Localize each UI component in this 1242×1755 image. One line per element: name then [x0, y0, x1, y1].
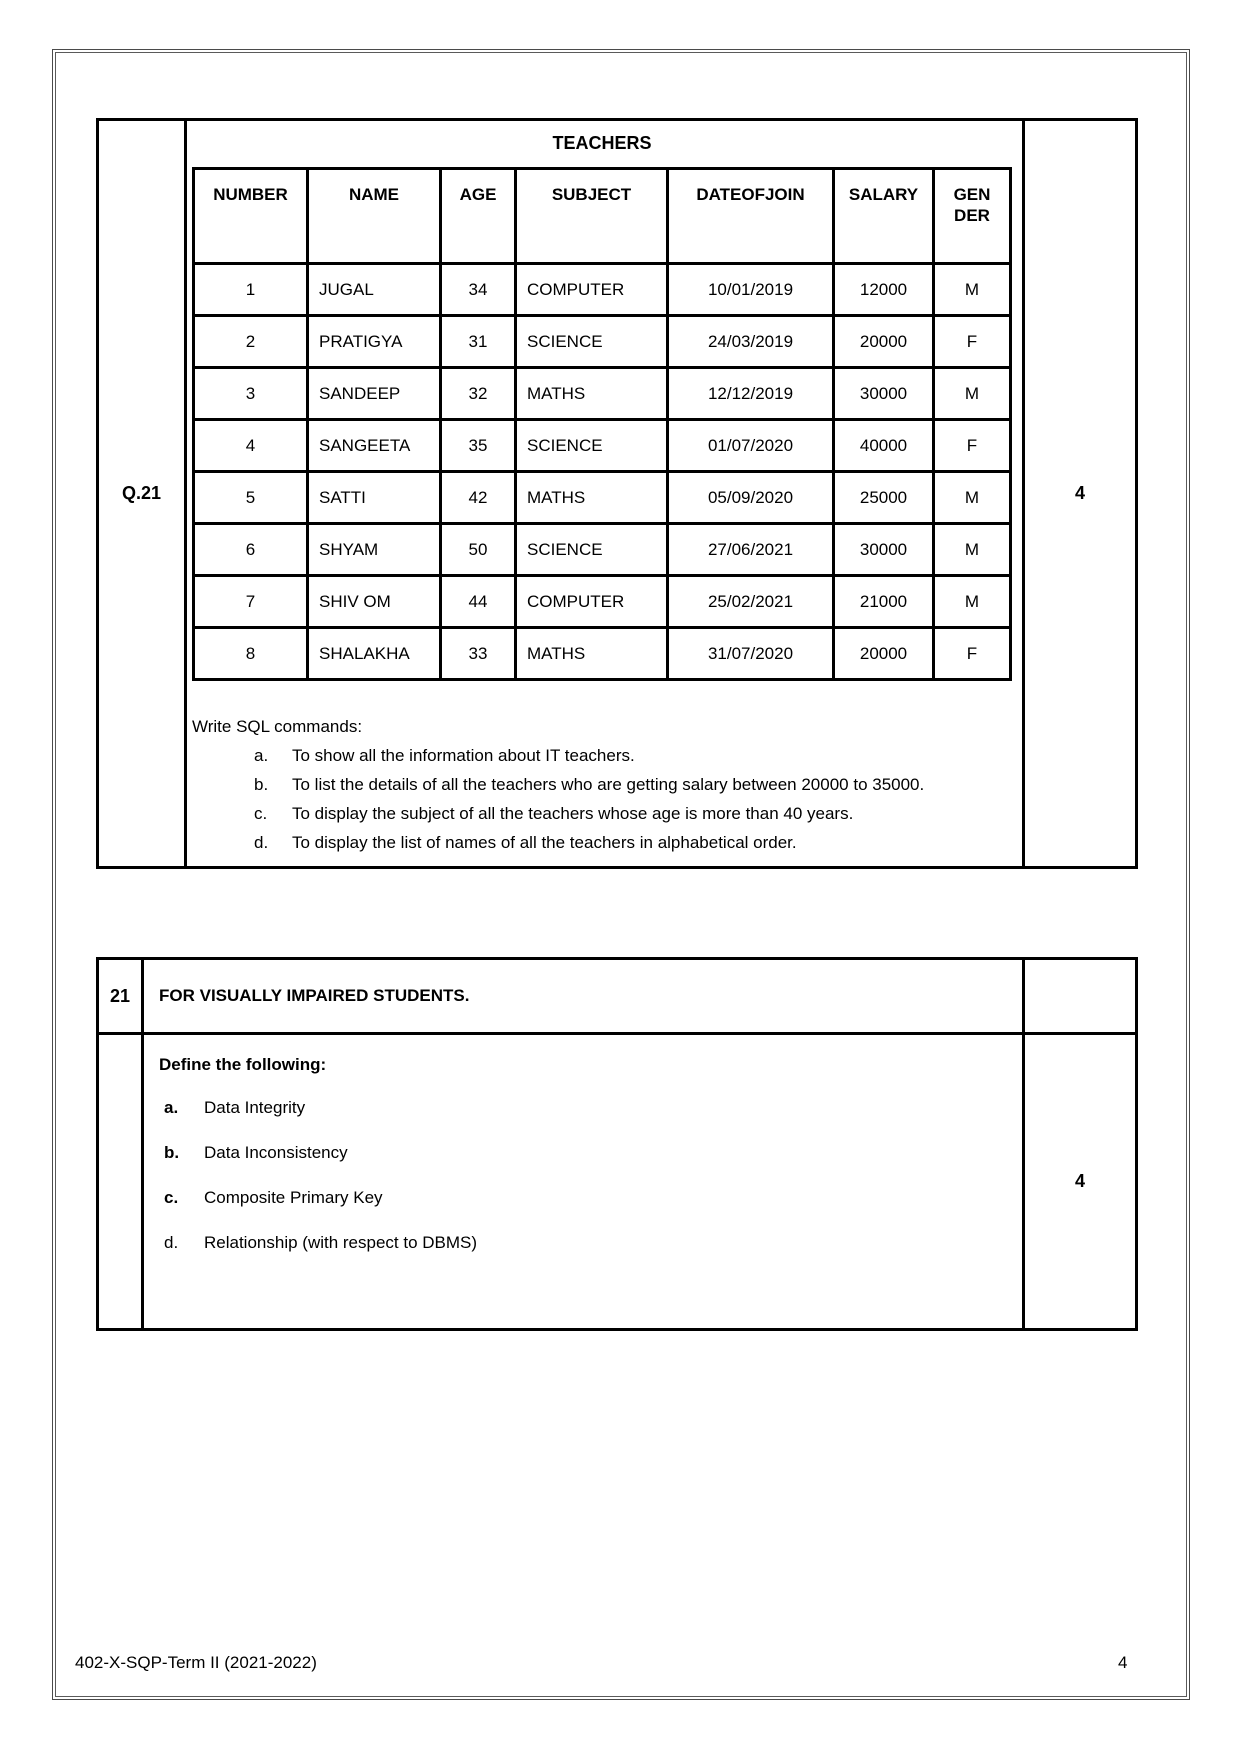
item-marker: b. [164, 1143, 180, 1162]
table-cell: 35 [441, 420, 516, 472]
item-text: Composite Primary Key [204, 1188, 383, 1207]
sql-list-item [192, 772, 1022, 797]
table-cell: M [934, 576, 1011, 628]
vi-title: FOR VISUALLY IMPAIRED STUDENTS. [159, 986, 470, 1005]
table-cell: 12000 [834, 264, 934, 316]
item-marker: a. [254, 746, 269, 765]
table-cell: 5 [194, 472, 308, 524]
table-cell: F [934, 316, 1011, 368]
table-cell: 4 [194, 420, 308, 472]
table-cell: SANGEETA [308, 420, 441, 472]
table-cell: 33 [441, 628, 516, 680]
table-row [194, 420, 1011, 472]
item-marker: c. [164, 1188, 179, 1207]
table-cell: 01/07/2020 [668, 420, 834, 472]
table-cell: 6 [194, 524, 308, 576]
table-cell: MATHS [516, 472, 668, 524]
question-number: 21 [109, 985, 131, 1006]
table-cell: 25/02/2021 [668, 576, 834, 628]
table-cell: 25000 [834, 472, 934, 524]
table-cell: 31 [441, 316, 516, 368]
table-row [194, 368, 1011, 420]
table-cell: SANDEEP [308, 368, 441, 420]
table-cell: 50 [441, 524, 516, 576]
table-cell: 8 [194, 628, 308, 680]
sql-list-item [192, 743, 1022, 768]
table-row [194, 524, 1011, 576]
table-cell: MATHS [516, 628, 668, 680]
table-cell: 27/06/2021 [668, 524, 834, 576]
table-cell: SHIV OM [308, 576, 441, 628]
item-text: To list the details of all the teachers who are getting salary between 20000 to 35000. [292, 775, 925, 794]
footer-code: 402-X-SQP-Term II (2021-2022) [75, 1653, 317, 1672]
table-cell: 05/09/2020 [668, 472, 834, 524]
item-marker: d. [254, 833, 269, 852]
vi-title-cell [144, 960, 1025, 1035]
sql-list-item [192, 801, 1022, 826]
column-header-salary: SALARY [834, 169, 934, 264]
define-list-item [159, 1231, 1022, 1255]
sql-list-item [192, 830, 1022, 855]
column-header-gender: GEN DER [934, 169, 1011, 264]
table-cell: 2 [194, 316, 308, 368]
item-text: Relationship (with respect to DBMS) [204, 1233, 478, 1252]
column-header-dateofjoin: DATEOFJOIN [668, 169, 834, 264]
table-cell: 24/03/2019 [668, 316, 834, 368]
table-row [194, 576, 1011, 628]
marks-header-cell [1025, 960, 1135, 1035]
sql-list [192, 743, 1022, 855]
table-title: TEACHERS [552, 133, 652, 153]
table-cell: F [934, 628, 1011, 680]
question-number-cell [99, 960, 144, 1035]
define-list [159, 1096, 1022, 1255]
marks-value: 4 [1074, 1171, 1085, 1191]
item-text: To display the list of names of all the teachers in alphabetical order. [292, 833, 797, 852]
table-cell: 20000 [834, 628, 934, 680]
vi-content-cell [144, 1035, 1025, 1328]
table-cell: M [934, 368, 1011, 420]
table-cell: SCIENCE [516, 420, 668, 472]
teachers-table [192, 167, 1012, 681]
item-marker: c. [254, 804, 268, 823]
item-text: Data Integrity [204, 1098, 306, 1117]
table-cell: COMPUTER [516, 264, 668, 316]
item-text: To display the subject of all the teachers whose age is more than 40 years. [292, 804, 854, 823]
table-cell: MATHS [516, 368, 668, 420]
table-row [194, 316, 1011, 368]
page-number: 4 [1118, 1653, 1128, 1672]
define-list-item [159, 1186, 1022, 1210]
marks-value: 4 [1074, 483, 1085, 503]
table-header-row [194, 169, 1011, 264]
empty-label-cell [99, 1035, 144, 1328]
column-header-age: AGE [441, 169, 516, 264]
column-header-name: NAME [308, 169, 441, 264]
table-cell: 1 [194, 264, 308, 316]
table-cell: 32 [441, 368, 516, 420]
item-marker: d. [164, 1233, 179, 1252]
marks-cell [1025, 1035, 1135, 1328]
sql-intro: Write SQL commands: [192, 717, 363, 736]
item-marker: a. [164, 1098, 179, 1117]
table-row [194, 628, 1011, 680]
item-text: Data Inconsistency [204, 1143, 348, 1162]
table-cell: 31/07/2020 [668, 628, 834, 680]
item-marker: b. [254, 775, 269, 794]
item-text: To show all the information about IT teachers. [292, 746, 635, 765]
table-cell: 7 [194, 576, 308, 628]
define-list-item [159, 1096, 1022, 1120]
table-cell: F [934, 420, 1011, 472]
table-cell: 34 [441, 264, 516, 316]
marks-cell [1025, 121, 1135, 866]
question-21-box [96, 118, 1138, 869]
table-cell: SCIENCE [516, 316, 668, 368]
define-list-item [159, 1141, 1022, 1165]
table-cell: 12/12/2019 [668, 368, 834, 420]
question-number: Q.21 [121, 483, 162, 503]
table-cell: 20000 [834, 316, 934, 368]
table-cell: 21000 [834, 576, 934, 628]
table-cell: SCIENCE [516, 524, 668, 576]
table-cell: SHALAKHA [308, 628, 441, 680]
question-number-cell [99, 121, 187, 866]
table-row [194, 472, 1011, 524]
table-cell: 10/01/2019 [668, 264, 834, 316]
question-content-cell [187, 121, 1025, 866]
table-cell: M [934, 264, 1011, 316]
column-header-subject: SUBJECT [516, 169, 668, 264]
table-cell: SATTI [308, 472, 441, 524]
define-intro: Define the following: [159, 1055, 327, 1074]
table-cell: PRATIGYA [308, 316, 441, 368]
table-cell: 40000 [834, 420, 934, 472]
table-cell: 30000 [834, 368, 934, 420]
table-cell: JUGAL [308, 264, 441, 316]
table-cell: M [934, 524, 1011, 576]
column-header-number: NUMBER [194, 169, 308, 264]
table-cell: 42 [441, 472, 516, 524]
table-cell: M [934, 472, 1011, 524]
table-cell: COMPUTER [516, 576, 668, 628]
table-cell: 30000 [834, 524, 934, 576]
question-21-vi-box [96, 957, 1138, 1331]
table-cell: 3 [194, 368, 308, 420]
table-cell: SHYAM [308, 524, 441, 576]
table-row [194, 264, 1011, 316]
table-cell: 44 [441, 576, 516, 628]
